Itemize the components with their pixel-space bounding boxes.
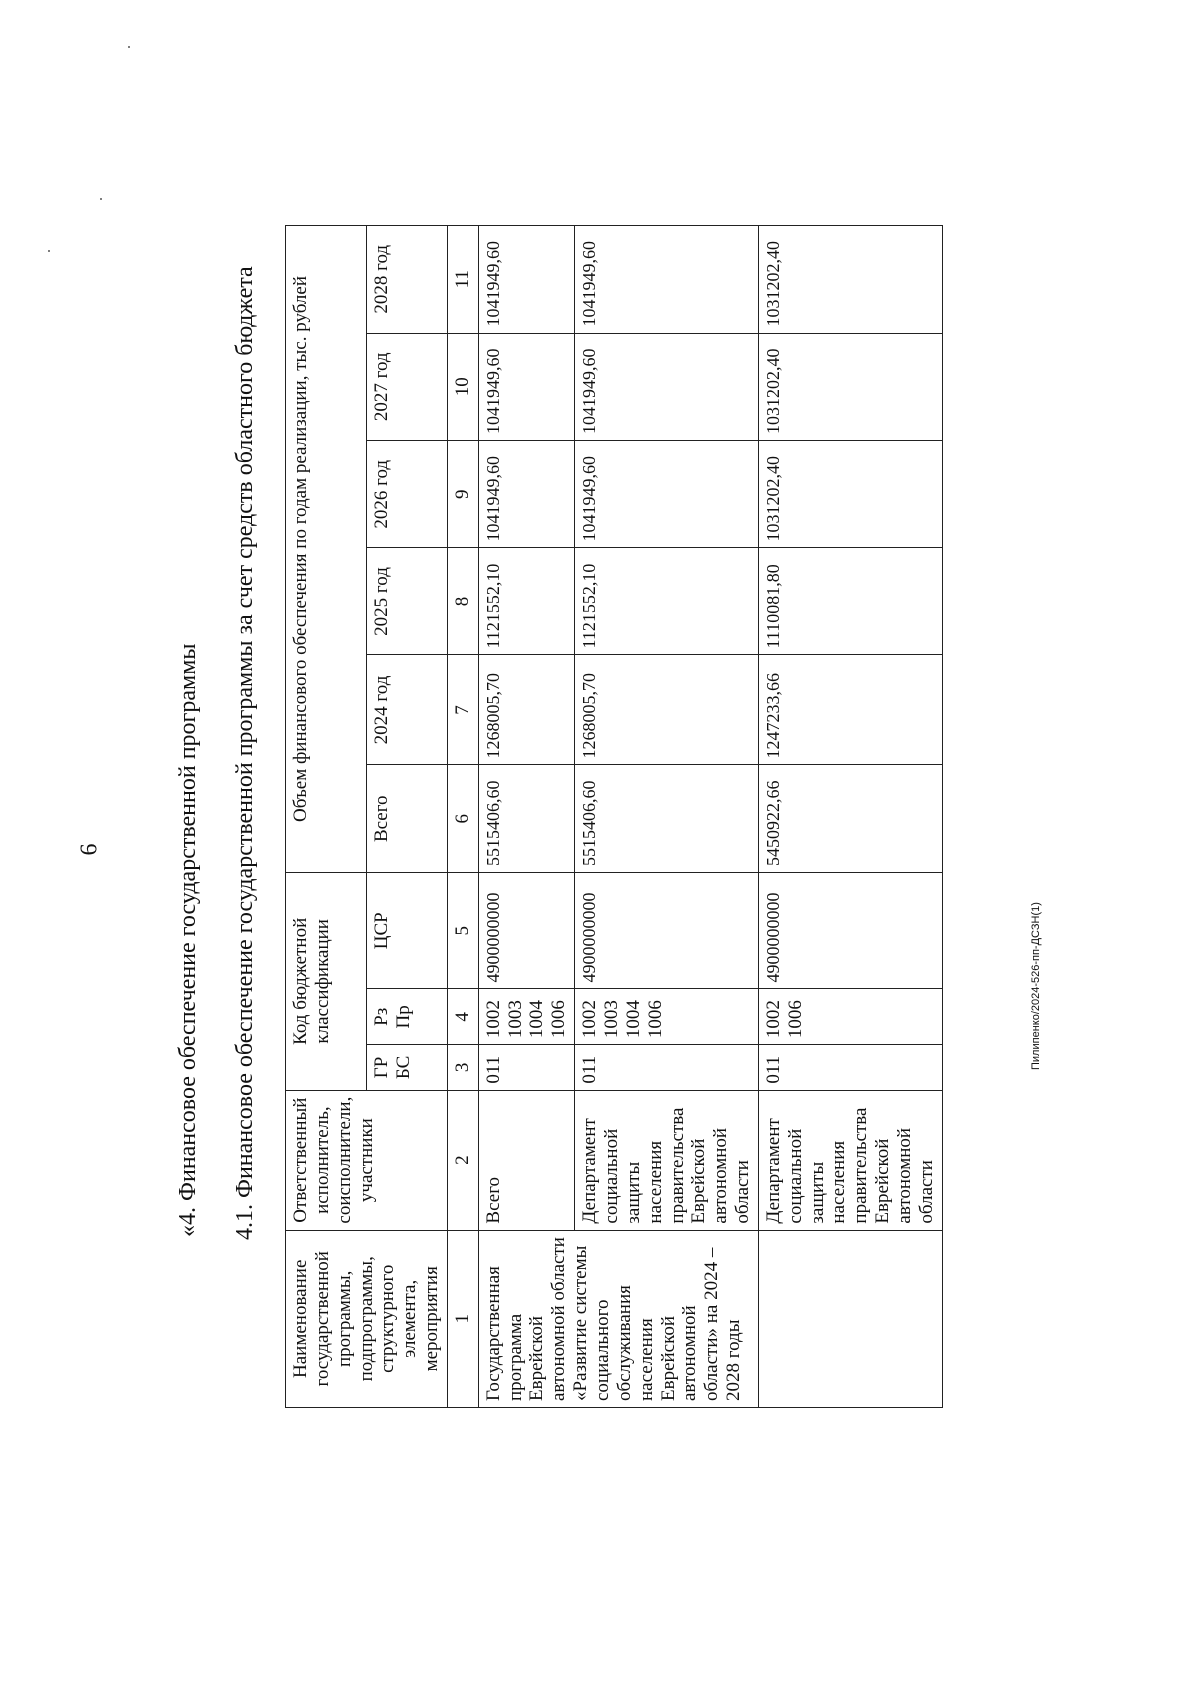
- header-volume: Объем финансового обеспечения по годам реализации, тыс. рублей: [286, 226, 367, 873]
- header-responsible: Ответственный исполнитель, соисполнители, участники: [286, 1090, 448, 1230]
- y2025-cell: 1110081,80: [758, 548, 942, 655]
- column-number: 1: [447, 1230, 478, 1407]
- rotated-content: [175, 225, 943, 1401]
- header-grbs: ГР БС: [366, 1045, 447, 1091]
- total-cell: 5515406,60: [478, 765, 574, 872]
- y2024-cell: 1247233,66: [758, 655, 942, 765]
- y2028-cell: 1031202,40: [758, 226, 942, 334]
- column-number-row: [447, 226, 478, 1408]
- y2026-cell: 1031202,40: [758, 441, 942, 548]
- total-cell: 5450922,66: [758, 765, 942, 872]
- header-budget-code: Код бюджетной классификации: [286, 872, 367, 1090]
- rzpr-cell: 1002 1006: [758, 989, 942, 1045]
- scan-speck: [100, 198, 102, 200]
- grbs-cell: 011: [575, 1045, 759, 1091]
- y2027-cell: 1041949,60: [478, 333, 574, 440]
- y2026-cell: 1041949,60: [478, 441, 574, 548]
- y2025-cell: 1121552,10: [575, 548, 759, 655]
- total-cell: 5515406,60: [575, 765, 759, 872]
- column-number: 6: [447, 765, 478, 872]
- column-number: 4: [447, 989, 478, 1045]
- header-2028: 2028 год: [366, 226, 447, 334]
- header-2027: 2027 год: [366, 333, 447, 440]
- financing-table: [285, 225, 943, 1408]
- y2025-cell: 1121552,10: [478, 548, 574, 655]
- column-number: 7: [447, 655, 478, 765]
- responsible-cell: Департамент социальной защиты населения правительства Еврейской автономной области: [575, 1090, 759, 1230]
- responsible-cell: Всего: [478, 1090, 574, 1230]
- header-total: Всего: [366, 765, 447, 872]
- scan-speck: [48, 250, 50, 252]
- column-number: 8: [447, 548, 478, 655]
- page-number: 6: [76, 843, 103, 856]
- responsible-cell: Департамент социальной защиты населения правительства Еврейской автономной области: [758, 1090, 942, 1230]
- rzpr-cell: 1002 1003 1004 1006: [575, 989, 759, 1045]
- subsection-heading: 4.1. Финансовое обеспечение государственной программы за счет средств областного бюджета: [232, 266, 258, 1240]
- header-csr: ЦСР: [366, 872, 447, 989]
- y2028-cell: 1041949,60: [575, 226, 759, 334]
- y2024-cell: 1268005,70: [575, 655, 759, 765]
- grbs-cell: 011: [478, 1045, 574, 1091]
- column-number: 2: [447, 1090, 478, 1230]
- y2026-cell: 1041949,60: [575, 441, 759, 548]
- column-number: 9: [447, 441, 478, 548]
- document-id: Пилипенко/2024-526-пп-ДСЗН(1): [1030, 902, 1042, 1070]
- column-number: 11: [447, 226, 478, 334]
- header-rzpr: Рз Пр: [366, 989, 447, 1045]
- header-row: [286, 226, 367, 1408]
- program-name-cell: Государственная программа Еврейской автономной области «Развитие системы социального обслуживания населения Еврейской автономной области» на 2024 – 2028 годы: [478, 1230, 758, 1407]
- csr-cell: 4900000000: [758, 872, 942, 989]
- y2027-cell: 1041949,60: [575, 333, 759, 440]
- column-number: 10: [447, 333, 478, 440]
- empty-name-cell: [758, 1230, 942, 1407]
- y2024-cell: 1268005,70: [478, 655, 574, 765]
- grbs-cell: 011: [758, 1045, 942, 1091]
- scan-speck: [128, 46, 130, 48]
- header-name: Наименование государственной программы, подпрограммы, структурного элемента, мероприятия: [286, 1230, 448, 1407]
- header-2024: 2024 год: [366, 655, 447, 765]
- header-2026: 2026 год: [366, 441, 447, 548]
- csr-cell: 4900000000: [575, 872, 759, 989]
- header-2025: 2025 год: [366, 548, 447, 655]
- column-number: 5: [447, 872, 478, 989]
- section-heading: «4. Финансовое обеспечение государственной программы: [175, 643, 201, 1237]
- table-row: [758, 226, 942, 1408]
- csr-cell: 4900000000: [478, 872, 574, 989]
- table-row: [478, 226, 574, 1408]
- column-number: 3: [447, 1045, 478, 1091]
- y2028-cell: 1041949,60: [478, 226, 574, 334]
- rzpr-cell: 1002 1003 1004 1006: [478, 989, 574, 1045]
- y2027-cell: 1031202,40: [758, 333, 942, 440]
